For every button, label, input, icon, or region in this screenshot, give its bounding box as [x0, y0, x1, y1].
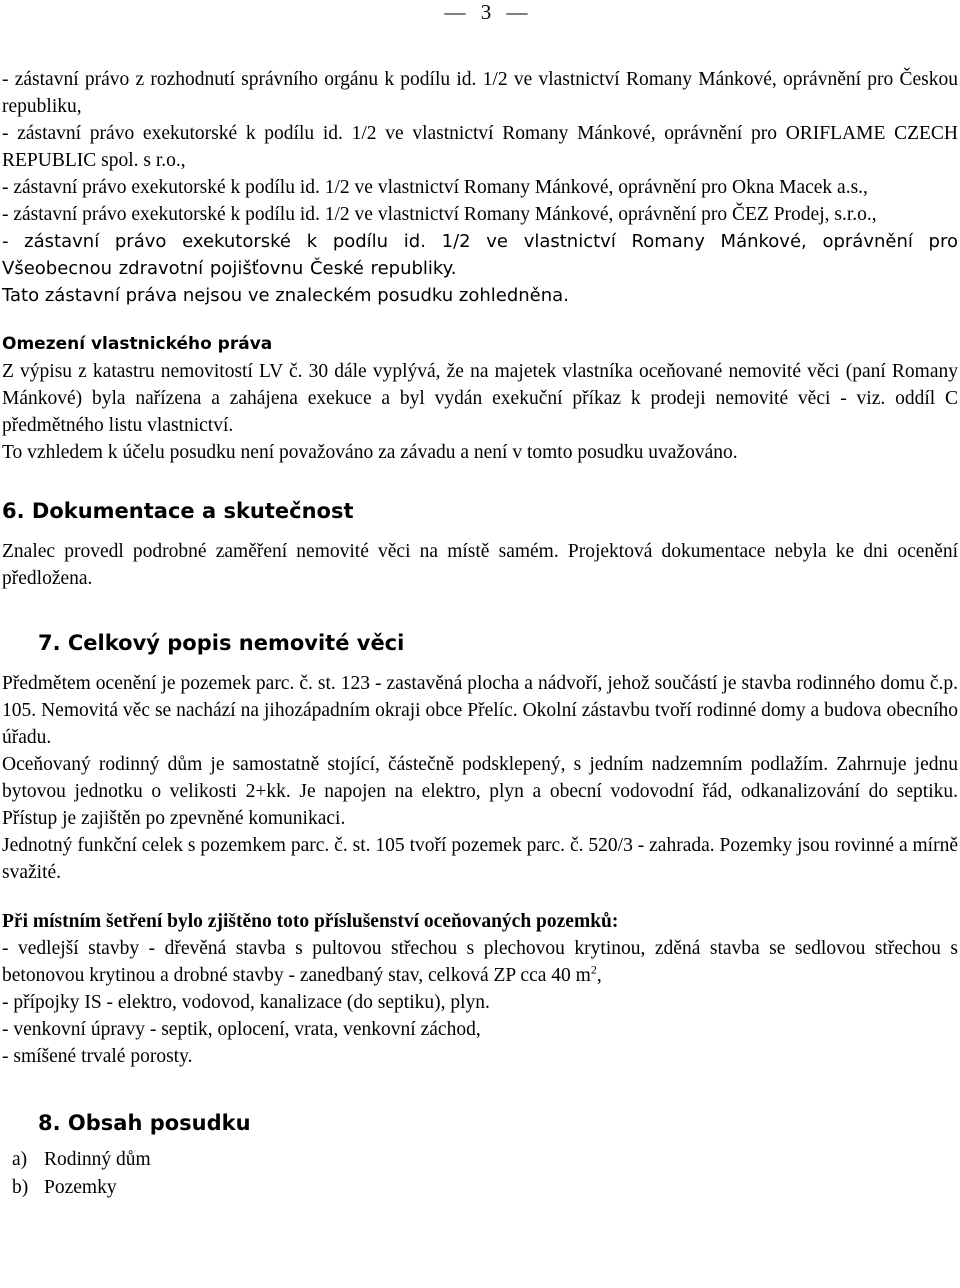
accessories-heading: Při místním šetření bylo zjištěno toto příslušenství oceňovaných pozemků:: [2, 911, 619, 932]
encumbrances-note: Tato zástavní práva nejsou ve znaleckém posudku zohledněna.: [2, 285, 569, 306]
encumbrance-item: - zástavní právo exekutorské k podílu id. 1/2 ve vlastnictví Romany Mánkové, oprávnění pro Všeobecnou zdravotní pojišťovnu České republiky.: [2, 231, 958, 279]
page-number-dash-left: —: [444, 0, 466, 24]
list-item-text: Rodinný dům: [44, 1149, 151, 1170]
encumbrance-item: - zástavní právo exekutorské k podílu id. 1/2 ve vlastnictví Romany Mánkové, oprávnění pro ORIFLAME CZECH REPUBLIC spol. s r.o.,: [2, 123, 958, 171]
list-item: [2, 1174, 958, 1202]
section-7-paragraph: Předmětem ocenění je pozemek parc. č. st. 123 - zastavěná plocha a nádvoří, jehož součástí je stavba rodinného domu č.p. 105. Nemovitá věc se nachází na jihozápadním okraji obce Přelíc. Okolní zástavbu tvoří rodinné domy a budova obecního úřadu.: [2, 673, 958, 748]
section-6-heading: 6. Dokumentace a skutečnost: [2, 499, 354, 523]
ownership-restriction-paragraph: To vzhledem k účelu posudku není považováno za závadu a není v tomto posudku uvažováno.: [2, 442, 738, 463]
list-item: [2, 1146, 958, 1174]
section-8-heading: 8. Obsah posudku: [38, 1111, 251, 1135]
page-number: [0, 0, 960, 24]
page-content: [2, 66, 958, 1202]
accessory-item: - smíšené trvalé porosty.: [2, 1046, 193, 1067]
accessory-item-end: ,: [596, 965, 602, 986]
accessory-item-text: - vedlejší stavby - dřevěná stavba s pultovou střechou s plechovou krytinou, zděná stavba se sedlovou střechou s betonovou krytinou a drobné stavby - zanedbaný stav, celková ZP cca 40 m: [2, 938, 958, 986]
ownership-restriction-paragraph: Z výpisu z katastru nemovitostí LV č. 30 dále vyplývá, že na majetek vlastníka oceňované nemovité věci (paní Romany Mánkové) byla nařízena a zahájena exekuce a byl vydán exekuční příkaz k prodeji nemovité věci - viz. oddíl C předmětného listu vlastnictví.: [2, 361, 958, 436]
list-item-label: a): [12, 1149, 28, 1170]
encumbrance-item: - zástavní právo z rozhodnutí správního orgánu k podílu id. 1/2 ve vlastnictví Romany Mánkové, oprávnění pro Českou republiku,: [2, 69, 958, 117]
encumbrance-item: - zástavní právo exekutorské k podílu id. 1/2 ve vlastnictví Romany Mánkové, oprávnění pro ČEZ Prodej, s.r.o.,: [2, 204, 877, 225]
section-6-text: Znalec provedl podrobné zaměření nemovité věci na místě samém. Projektová dokumentace nebyla ke dni ocenění předložena.: [2, 541, 958, 589]
contents-list: [2, 1146, 958, 1202]
accessory-item: - venkovní úpravy - septik, oplocení, vrata, venkovní záchod,: [2, 1019, 481, 1040]
accessory-item: [2, 935, 958, 989]
page-number-value: 3: [480, 0, 492, 24]
list-item-text: Pozemky: [44, 1177, 117, 1198]
superscript: 2: [590, 962, 597, 977]
accessory-item: - přípojky IS - elektro, vodovod, kanalizace (do septiku), plyn.: [2, 992, 490, 1013]
encumbrance-item: - zástavní právo exekutorské k podílu id. 1/2 ve vlastnictví Romany Mánkové, oprávnění pro Okna Macek a.s.,: [2, 177, 868, 198]
section-7-paragraph: Jednotný funkční celek s pozemkem parc. č. st. 105 tvoří pozemek parc. č. 520/3 - zahrada. Pozemky jsou rovinné a mírně svažité.: [2, 835, 958, 883]
section-7-paragraph: Oceňovaný rodinný dům je samostatně stojící, částečně podsklepený, s jedním nadzemním podlažím. Zahrnuje jednu bytovou jednotku o velikosti 2+kk. Je napojen na elektro, plyn a obecní vodovodní řád, odkanalizování do septiku. Přístup je zajištěn po zpevněné komunikaci.: [2, 754, 958, 829]
page-number-dash-right: —: [506, 0, 528, 24]
section-7-heading: 7. Celkový popis nemovité věci: [38, 631, 405, 655]
ownership-restriction-heading: Omezení vlastnického práva: [2, 334, 273, 354]
list-item-label: b): [12, 1177, 29, 1198]
